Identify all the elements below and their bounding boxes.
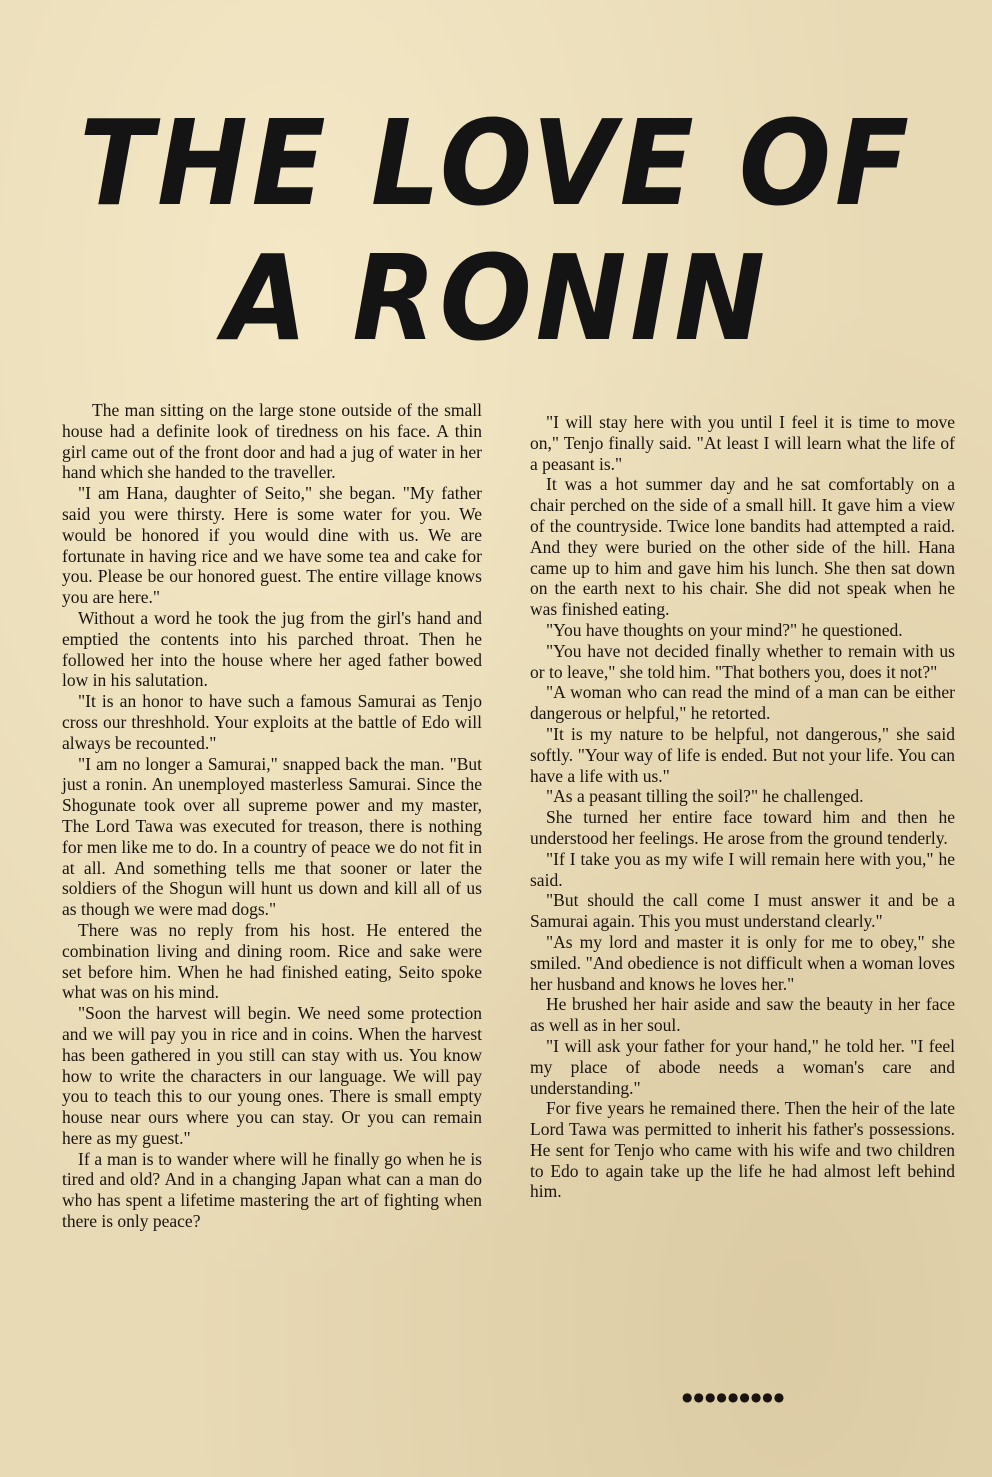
paragraph: There was no reply from his host. He entered the combination living and dining room. Rice and sake were set before him. When he had finished eating, Seito spoke what was on his mind. <box>62 919 482 1003</box>
paragraph: She turned her entire face toward him and then he understood her feelings. He arose from the ground tenderly. <box>530 807 955 848</box>
left-column <box>62 400 482 1232</box>
paragraph: "But should the call come I must answer it and be a Samurai again. This you must understand clearly." <box>530 890 955 932</box>
paragraph: "I am Hana, daughter of Seito," she began. "My father said you were thirsty. Here is some water for you. We would be honored if you would dine with us. We are fortunate in having rice and we have some tea and cake for you. Please be our honored guest. The entire village knows you are here." <box>62 483 482 608</box>
article-title <box>40 96 953 366</box>
paragraph: "As a peasant tilling the soil?" he challenged. <box>546 786 864 807</box>
paragraph: "I will ask your father for your hand," he told her. "I feel my place of abode needs a woman's care and understanding." <box>530 1035 955 1098</box>
right-column <box>530 412 955 1202</box>
paragraph: "You have thoughts on your mind?" he questioned. <box>546 619 903 640</box>
paragraph: For five years he remained there. Then the heir of the late Lord Tawa was permitted to inherit his father's possessions. He sent for Tenjo who came with his wife and two children to Edo to again take up the life he had almost left behind him. <box>530 1098 955 1202</box>
paragraph: If a man is to wander where will he finally go when he is tired and old? And in a changing Japan what can a man do who has spent a lifetime mastering the art of fighting when there is only peace? <box>62 1148 482 1232</box>
paragraph: "I am no longer a Samurai," snapped back the man. "But just a ronin. An unemployed masterless Samurai. Since the Shogunate took over all supreme power and my master, The Lord Tawa was executed for treason, there is nothing for men like me to do. In a country of peace we do not fit in at all. And something tells me that sooner or later the soldiers of the Shogun will hunt us down and kill all of us as though we were mad dogs." <box>62 753 482 920</box>
title-line-2: A RONIN <box>223 229 769 367</box>
paragraph: "It is my nature to be helpful, not dangerous," she said softly. "Your way of life is ended. But not your life. You can have a life with us." <box>530 723 955 786</box>
paragraph: "You have not decided finally whether to remain with us or to leave," she told him. "That bothers you, does it not?" <box>530 640 955 682</box>
end-mark: ●●●●●●●●● <box>682 1390 786 1404</box>
paragraph: "It is an honor to have such a famous Samurai as Tenjo cross our threshhold. Your exploits at the battle of Edo will always be recounted." <box>62 691 482 753</box>
title-line-1: THE LOVE OF <box>79 94 913 232</box>
paragraph: "I will stay here with you until I feel it is time to move on," Tenjo finally said. "At least I will learn what the life of a peasant is." <box>530 412 955 474</box>
paragraph: "If I take you as my wife I will remain here with you," he said. <box>530 848 955 890</box>
paragraph: The man sitting on the large stone outside of the small house had a definite look of tiredness on his face. A thin girl came out of the front door and had a jug of water in her hand which she handed to the traveller. <box>62 400 482 483</box>
paragraph: "A woman who can read the mind of a man can be either dangerous or helpful," he retorted. <box>530 682 955 724</box>
paragraph: He brushed her hair aside and saw the beauty in her face as well as in her soul. <box>530 994 955 1036</box>
paragraph: "As my lord and master it is only for me to obey," she smiled. "And obedience is not difficult when a woman loves her husband and knows he loves her." <box>530 931 955 994</box>
paragraph: It was a hot summer day and he sat comfortably on a chair perched on the side of a small hill. It gave him a view of the countryside. Twice lone bandits had attempted a raid. And they were buried on the other side of the hill. Hana came up to him and gave him his lunch. She then sat down on the earth next to his chair. She did not speak when he was finished eating. <box>530 474 955 620</box>
paragraph: "Soon the harvest will begin. We need some protection and we will pay you in rice and in coins. When the harvest has been gathered in you still can stay with us. You know how to write the characters in our language. We will pay you to teach this to our young ones. There is small empty house near ours where you can stay. Or you can remain here as my guest." <box>62 1003 482 1148</box>
paragraph: Without a word he took the jug from the girl's hand and emptied the contents into his parched throat. Then he followed her into the house where her aged father bowed low in his salutation. <box>62 607 482 691</box>
